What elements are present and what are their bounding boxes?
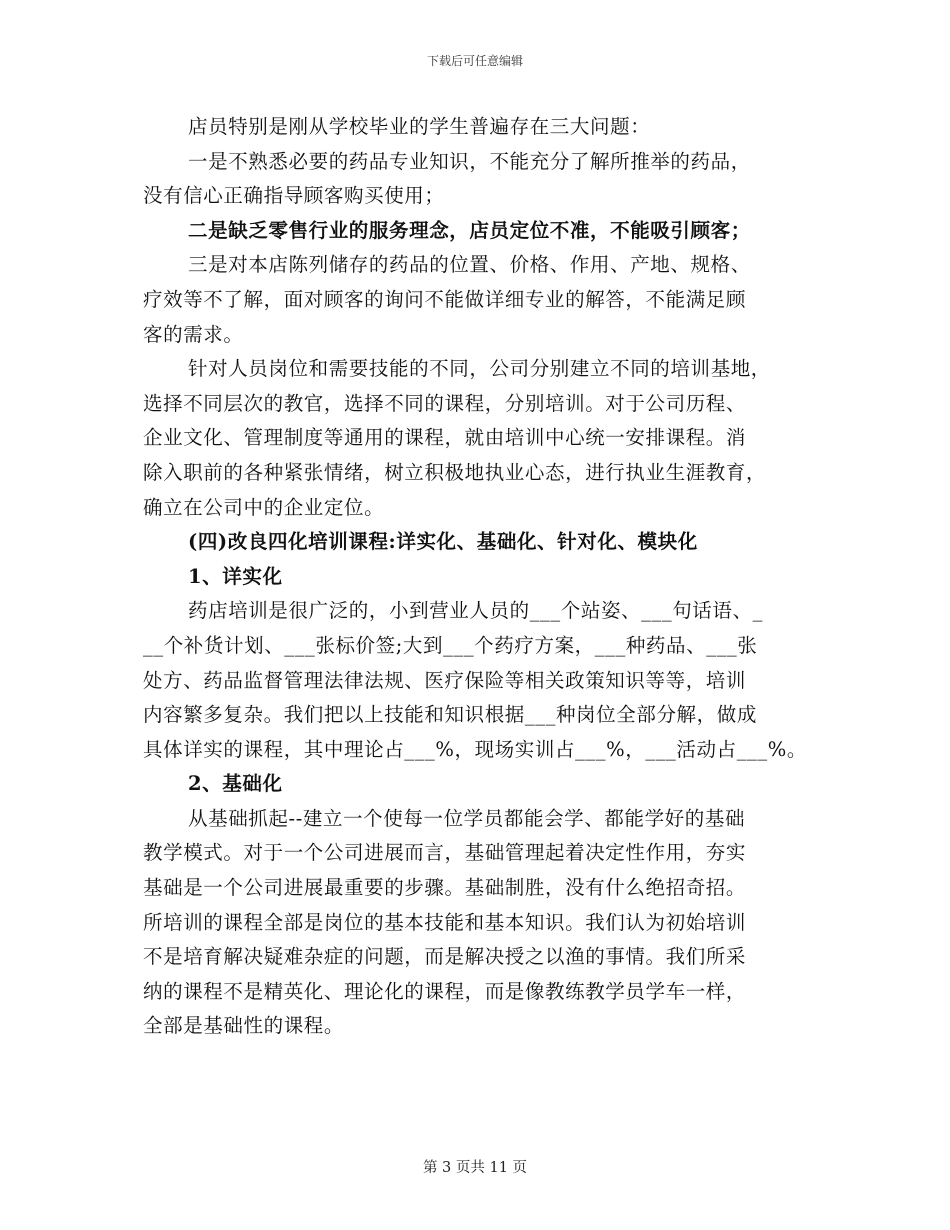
section-heading: (四)改良四化培训课程:详实化、基础化、针对化、模块化 — [188, 530, 698, 554]
paragraph-line: 所培训的课程全部是岗位的基本技能和基本知识。我们认为初始培训 — [143, 910, 747, 934]
paragraph-line: 不是培育解决疑难杂症的问题，而是解决授之以渔的事情。我们所采 — [143, 945, 747, 969]
paragraph-line: 具体详实的课程，其中理论占___%，现场实训占___%，___活动占___%。 — [143, 737, 807, 761]
paragraph-line: 疗效等不了解，面对顾客的询问不能做详细专业的解答，不能满足顾 — [143, 287, 747, 311]
paragraph-line: 纳的课程不是精英化、理论化的课程，而是像教练教学员学车一样， — [143, 979, 747, 1003]
paragraph-line: 教学模式。对于一个公司进展而言，基础管理起着决定性作用，夯实 — [143, 841, 747, 865]
document-body — [143, 110, 823, 1044]
paragraph-line: 没有信心正确指导顾客购买使用； — [143, 184, 445, 208]
bold-paragraph-line: 二是缺乏零售行业的服务理念，店员定位不准，不能吸引顾客； — [188, 218, 751, 242]
paragraph-line: 店员特别是刚从学校毕业的学生普遍存在三大问题： — [188, 115, 651, 138]
page-header-note: 下载后可任意编辑 — [426, 54, 523, 68]
paragraph-line: 从基础抓起--建立一个使每一位学员都能会学、都能学好的基础 — [188, 806, 746, 830]
paragraph-line: 选择不同层次的教官，选择不同的课程，分别培训。对于公司历程、 — [143, 391, 747, 415]
paragraph-line: 内容繁多复杂。我们把以上技能和知识根据___种岗位全部分解，做成 — [143, 703, 757, 727]
paragraph-line: 针对人员岗位和需要技能的不同，公司分别建立不同的培训基地， — [188, 357, 771, 381]
paragraph-line: 药店培训是很广泛的，小到营业人员的___个站姿、___句话语、_ — [188, 599, 763, 623]
paragraph-line: 全部是基础性的课程。 — [143, 1014, 345, 1038]
paragraph-line: 客的需求。 — [143, 322, 244, 346]
paragraph-line: 基础是一个公司进展最重要的步骤。基础制胜，没有什么绝招奇招。 — [143, 876, 747, 900]
paragraph-line: 确立在公司中的企业定位。 — [143, 495, 385, 519]
paragraph-line: 企业文化、管理制度等通用的课程，就由培训中心统一安排课程。消 — [143, 426, 747, 450]
paragraph-line: 三是对本店陈列储存的药品的位置、价格、作用、产地、规格、 — [188, 253, 751, 277]
paragraph-line: __个补货计划、___张标价签;大到___个药疗方案，___种药品、___张 — [143, 633, 758, 657]
paragraph-line: 一是不熟悉必要的药品专业知识，不能充分了解所推举的药品， — [188, 149, 751, 173]
paragraph-line: 处方、药品监督管理法律法规、医疗保险等相关政策知识等等，培训 — [143, 668, 747, 692]
paragraph-line: 除入职前的各种紧张情绪，树立积极地执业心态，进行执业生涯教育， — [143, 460, 767, 484]
page-number-footer: 第 3 页共 11 页 — [422, 1160, 528, 1176]
subsection-heading: 1、详实化 — [188, 564, 283, 588]
subsection-heading: 2、基础化 — [188, 772, 283, 796]
